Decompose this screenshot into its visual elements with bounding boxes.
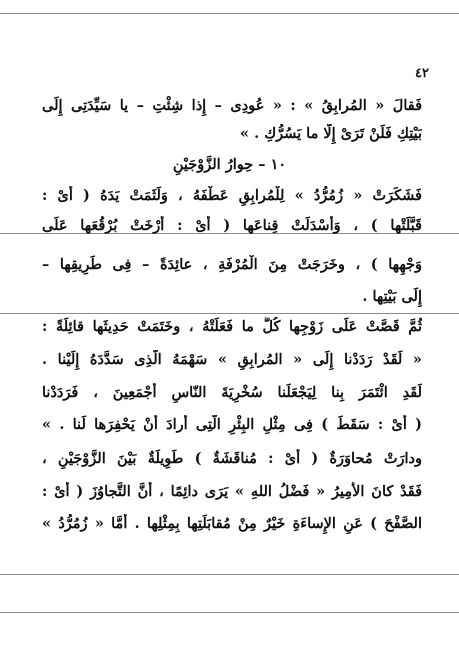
text-line: إِلَى بَيْتِها . <box>362 288 422 305</box>
text-line: بَيْتِكِ فَلَنْ تَرَىْ إِلّا ما يَسُرُّكِ . » <box>239 125 422 142</box>
text-line: ثُمَّ قَصَّتْ عَلَى زَوْجِها كُلَّ ما فَعَلَتْهُ ، وخَتَمَتْ حَدِيثَها قائِلَةً : <box>42 318 422 335</box>
text-line: ودارَتْ مُحاوَرَةٌ ( أَىْ : مُناقَشَةٌ ) طَوِيلَةٌ بَيْنَ الزَّوْجَيْنِ ، <box>42 450 422 467</box>
text-line: فَشَكَرَتْ « زُمُرُّدُ » لِلْمُرابِقِ عَطْفَهُ ، وَلَثَمَتْ يَدَهُ ( أَىْ : <box>42 187 422 204</box>
ruled-line <box>0 612 459 613</box>
text-line: ( أَىْ : سَقَطَ ) فِى مِثْلِ البِئْرِ الَّتِى أَرادَ أَنْ يَحْفِرَها لَنا . » <box>42 416 422 433</box>
page-number: ٤٢ <box>415 66 429 81</box>
ruled-line <box>0 313 459 314</box>
text-line: « لَقَدْ رَدَدْنا إِلَى « المُرابِقِ » سَهْمَهُ الَّذِى سَدَّدَهُ إِلَيْنا . <box>42 351 422 368</box>
text-line: قَبَّلَتْها ) ، وَأَسْدَلَتْ قِناعَها ( أَىْ : أَرْخَتْ بُرْقُعَها عَلَى <box>42 217 422 234</box>
text-line: وَجْهِها ) ، وخَرَجَتْ مِنَ الْمُرْفَةِ ، عائِدَةً – فِى طَرِيقِها – <box>42 256 422 273</box>
text-line: الصَّفْحَ ) عَنِ الإِساءَةِ خَيْرٌ مِنْ مُقابَلَتِها بِمِثْلِها . أَمَّا « زُمُرُّدُ » <box>42 515 422 532</box>
text-line: لَقَدِ ائْتَمَرَ بِنا لِيَجْعَلَنا سُخْرِيَةَ النّاسِ أَجْمَعِينَ ، فَرَدَدْنا <box>42 384 422 401</box>
section-heading: ١٠ – حِوارُ الزَّوْجَيْنِ <box>172 156 287 173</box>
text-line: فَقَدْ كانَ الأَمِيرُ « فَضْلُ اللهِ » يَرَى دائِمًا ، أَنَّ التَّجاوُزَ ( أَىْ : <box>42 483 422 500</box>
ruled-line <box>0 13 459 14</box>
ruled-line <box>0 574 459 575</box>
text-line: فَقالَ « المُرابِقُ » : « عُودِى – إِذا شِئْتِ – يا سَيِّدَتِى إِلَى <box>42 97 422 114</box>
